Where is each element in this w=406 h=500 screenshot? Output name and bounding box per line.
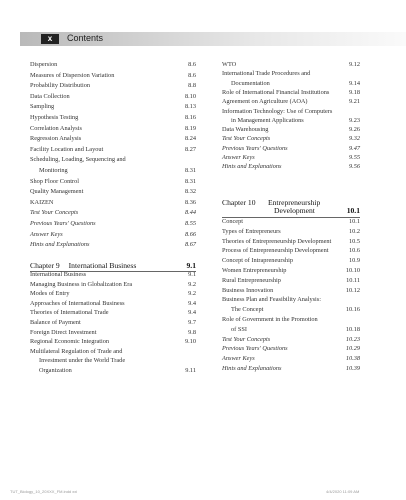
toc-entry-title: Regional Economic Integration: [30, 338, 110, 346]
toc-entry-title: Concept of Intrapreneurship: [222, 257, 293, 265]
toc-entry-title: Answer Keys: [222, 355, 255, 363]
toc-entry-page: 8.67: [184, 241, 196, 249]
toc-entry-title: Previous Years' Questions: [30, 220, 96, 227]
toc-entry-title: Test Your Concepts: [30, 209, 79, 217]
toc-entry-page: 9.23: [348, 116, 360, 124]
toc-entry-page: 8.31: [184, 167, 196, 174]
toc-entry-page: 9.21: [348, 98, 360, 106]
toc-entry-page: 8.36: [184, 198, 196, 206]
toc-entry-title: Facility Location and Layout: [30, 145, 104, 153]
toc-entry-page: 8.44: [184, 209, 196, 217]
contents-header: [20, 32, 406, 46]
toc-entry-page: 9.32: [348, 135, 360, 143]
toc-entry-page: 9.14: [348, 79, 360, 87]
header-x-icon: x: [41, 34, 59, 44]
toc-entry-page: 9.7: [188, 319, 196, 326]
toc-entry-title: International Business: [30, 271, 87, 278]
toc-entry-page: 8.19: [184, 124, 196, 132]
toc-entry-title: Previous Years' Questions: [222, 144, 288, 152]
footer-right: 4/4/2020 11:09 AM: [326, 489, 360, 494]
toc-entry-title: Previous Years' Questions: [222, 345, 288, 353]
toc-entry-title: International Trade Procedures and: [222, 70, 311, 78]
toc-entry-title: Test Your Concepts: [222, 135, 271, 143]
toc-entry-page: 8.55: [184, 220, 196, 227]
toc-entry-title: Sampling: [30, 103, 55, 111]
toc-entry-title: Multilateral Regulation of Trade and: [30, 347, 123, 355]
toc-entry-title: Data Warehousing: [222, 126, 269, 134]
chapter-9-page: 9.1: [186, 261, 196, 270]
toc-entry-title: Rural Entrepreneurship: [222, 276, 281, 284]
toc-entry-page: 9.2: [188, 290, 196, 298]
toc-entry-page: 8.31: [184, 177, 196, 185]
toc-entry-page: 8.13: [184, 103, 196, 111]
toc-entry-page: 8.10: [184, 92, 196, 100]
toc-entry-page: 10.6: [348, 247, 360, 255]
toc-entry-page: 8.16: [184, 114, 196, 121]
toc-entry-title: Concept: [222, 218, 243, 225]
toc-entry-page: 10.11: [346, 276, 360, 284]
chapter-9-title: International Business: [68, 261, 137, 270]
toc-entry-title: Hints and Explanations: [30, 241, 90, 249]
toc-entry-page: 9.26: [348, 126, 360, 134]
toc-entry-page: 8.8: [188, 82, 196, 90]
toc-entry-page: 8.24: [184, 135, 196, 143]
toc-entry-page: 10.10: [345, 267, 360, 274]
toc-entry-page: 8.27: [184, 145, 196, 153]
toc-entry-title: WTO: [222, 61, 237, 68]
toc-entry-title: Agreement on Agriculture (AOA): [222, 98, 308, 106]
page-title: Contents: [67, 33, 104, 43]
toc-entry-title: Role of Government in the Promotion: [222, 316, 318, 323]
chapter-10-title-2: Development: [274, 206, 315, 215]
toc-entry-title: Answer Keys: [30, 230, 63, 238]
chapter-10-title-1: Entrepreneurship: [268, 198, 321, 207]
chapter-9-heading: [30, 261, 196, 270]
toc-entry-title: Hints and Explanations: [222, 163, 282, 171]
toc-entry-page: 10.39: [345, 365, 360, 372]
toc-entry-title: Test Your Concepts: [222, 335, 271, 343]
toc-entry-page: 9.55: [348, 154, 360, 161]
footer-left: TUT_Biology_10_20XXX_FM.indd xxi: [10, 489, 78, 494]
toc-entry-title: Theories of International Trade: [30, 309, 109, 317]
toc-entry-page: 10.18: [345, 325, 360, 333]
toc-entry-title: Process of Entrepreneurship Development: [222, 247, 329, 255]
toc-entry-title: KAIZEN: [30, 198, 54, 206]
chapter-10-page: 10.1: [346, 206, 360, 215]
toc-entry-page: 8.6: [188, 61, 196, 68]
toc-entry-title: Monitoring: [39, 167, 68, 174]
toc-entry-title: Approaches of International Business: [30, 299, 125, 307]
toc-entry-title: in Management Applications: [231, 116, 304, 124]
toc-entry-title: Regression Analysis: [30, 135, 82, 143]
toc-entry-page: 10.12: [345, 286, 360, 294]
toc-entry-title: Role of International Financial Institutions: [222, 88, 330, 96]
toc-entry-page: 10.16: [345, 306, 360, 314]
toc-entry-page: 8.6: [188, 71, 196, 79]
toc-entry-page: 9.4: [188, 299, 196, 307]
toc-entry-title: Foreign Direct Investment: [30, 328, 97, 336]
chapter-10-heading: [222, 198, 360, 215]
toc-entry-page: 8.32: [184, 188, 196, 196]
toc-entry-page: 9.18: [348, 88, 360, 96]
toc-entry-page: 9.4: [188, 309, 196, 317]
toc-entry-title: Modes of Entry: [30, 290, 70, 298]
toc-entry-page: 10.29: [345, 345, 360, 353]
toc-entry-title: Theories of Entrepreneurship Development: [222, 237, 332, 245]
toc-entry-title: Dispersion: [30, 61, 58, 68]
toc-entry-title: Scheduling, Loading, Sequencing and: [30, 156, 126, 164]
toc-entry-page: 9.56: [348, 163, 360, 171]
toc-entry-title: Probability Distribution: [30, 82, 90, 90]
toc-entry-title: Balance of Payment: [30, 319, 81, 326]
toc-entry-title: Data Collection: [30, 92, 70, 100]
toc-entry-page: 10.23: [345, 335, 360, 343]
toc-entry-page: 10.2: [348, 227, 360, 235]
toc-entry-page: 9.47: [348, 144, 360, 152]
toc-entry-title: of SSI: [231, 325, 247, 333]
toc-entry-page: 10.9: [348, 257, 360, 265]
toc-entry-title: Answer Keys: [222, 154, 255, 161]
toc-entry-title: The Concept: [231, 306, 264, 314]
toc-entry-title: Correlation Analysis: [30, 124, 82, 132]
toc-entry-title: Organization: [39, 367, 72, 374]
toc-entry-page: 9.10: [184, 338, 196, 346]
toc-entry-title: Information Technology: Use of Computers: [222, 107, 333, 115]
toc-entry-title: Hypothesis Testing: [30, 114, 79, 121]
toc-entry-title: Managing Business in Globalization Era: [30, 280, 133, 288]
toc-entry-title: Shop Floor Control: [30, 177, 79, 185]
toc-entry-title: Business Plan and Feasibility Analysis:: [222, 296, 322, 304]
toc-entry-page: 10.38: [345, 355, 360, 363]
toc-entry-title: Hints and Explanations: [222, 365, 282, 372]
chapter-10-label: Chapter 10: [222, 198, 256, 207]
toc-entry-title: Types of Entrepreneurs: [222, 227, 281, 235]
toc-entry-page: 9.11: [185, 367, 196, 374]
toc-entry-title: Measures of Dispersion Variation: [30, 71, 115, 79]
toc-entry-page: 9.1: [188, 271, 196, 278]
toc-entry-title: Quality Management: [30, 188, 84, 196]
toc-entry-title: Women Entrepreneurship: [222, 267, 287, 274]
toc-entry-page: 9.12: [348, 61, 360, 68]
toc-entry-page: 9.8: [188, 328, 196, 336]
toc-entry-title: Documentation: [231, 79, 270, 87]
chapter-9-label: Chapter 9: [30, 261, 60, 270]
toc-entry-page: 8.66: [184, 230, 196, 238]
toc-entry-page: 10.5: [348, 237, 360, 245]
toc-entry-page: 9.2: [188, 280, 196, 288]
toc-entry-page: 10.1: [348, 218, 360, 225]
toc-entry-title: Business Innovation: [222, 286, 274, 294]
toc-entry-title: Investment under the World Trade: [39, 357, 126, 365]
